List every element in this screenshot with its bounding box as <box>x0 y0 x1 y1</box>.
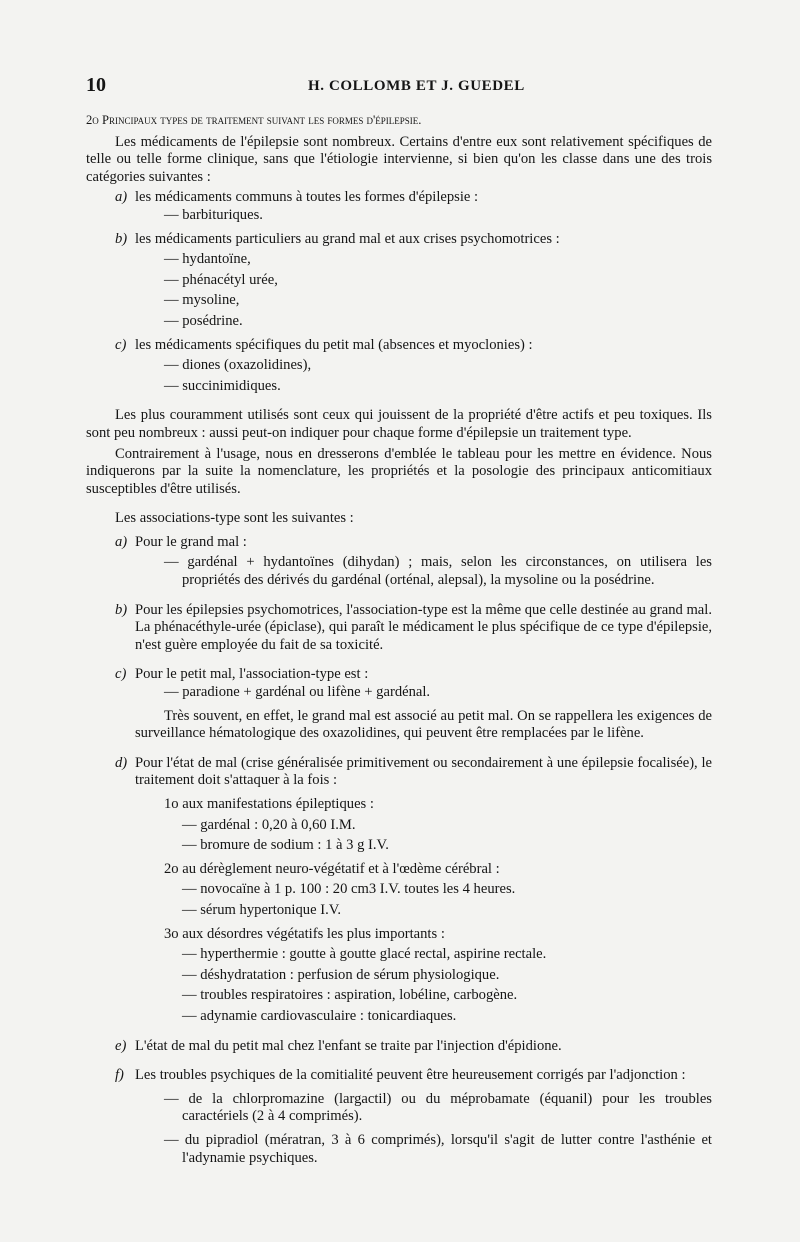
list-item: — phénacétyl urée, <box>164 271 278 288</box>
list-item: — hyperthermie : goutte à goutte glacé rectal, aspirine rectale. <box>182 946 547 963</box>
list-item: — novocaïne à 1 p. 100 : 20 cm3 I.V. toutes les 4 heures. <box>182 881 516 898</box>
list-item: — de la chlorpromazine (largactil) ou du méprobamate (équanil) pour les troubles caractériels (2 à 4 comprimés). <box>164 1090 712 1125</box>
list-text: Pour les épilepsies psychomotrices, l'association-type est la même que celle destinée au grand mal. La phénacéthyle-urée (épiclase), qui paraît le médicament le plus spécifique de ce type d'épilepsie, n'est guère employée du fait de sa toxicité. <box>135 601 712 653</box>
section-title: 2o Principaux types de traitement suivant les formes d'épilepsie. <box>86 113 422 127</box>
list-item: — barbituriques. <box>164 206 263 223</box>
subgroup-title: 3o aux désordres végétatifs les plus importants : <box>164 925 445 942</box>
list-text: les médicaments communs à toutes les formes d'épilepsie : <box>135 189 479 206</box>
paragraph: Contrairement à l'usage, nous en dresserons d'emblée le tableau pour les mettre en évidence. Nous indiquerons par la suite la nomenclature, les propriétés et la posologie des principaux anticomitiaux susceptibles d'être utilisés. <box>86 445 712 497</box>
subgroup-title: 1o aux manifestations épileptiques : <box>164 796 374 812</box>
page-header <box>86 74 711 98</box>
page-body <box>86 112 712 1167</box>
list-label: c) <box>115 666 127 683</box>
list-text: Pour le grand mal : <box>135 533 247 550</box>
category-c <box>86 337 712 355</box>
list-item: — succinimidiques. <box>164 377 281 394</box>
running-title: H. COLLOMB ET J. GUEDEL <box>308 78 525 94</box>
association-a <box>86 534 712 552</box>
association-b <box>86 602 712 655</box>
association-e <box>86 1038 712 1056</box>
category-b <box>86 231 712 249</box>
list-text: Pour le petit mal, l'association-type est : <box>135 666 369 683</box>
list-item: — paradione + gardénal ou lifène + gardénal. <box>164 684 431 701</box>
list-text: Pour l'état de mal (crise généralisée primitivement ou secondairement à une épilepsie focalisée), le traitement doit s'attaquer à la fois : <box>135 754 712 789</box>
list-text: les médicaments particuliers au grand mal et aux crises psychomotrices : <box>135 230 560 247</box>
list-item: — du pipradiol (mératran, 3 à 6 comprimés), lorsqu'il s'agit de lutter contre l'asthénie et l'adynamie psychiques. <box>164 1131 712 1166</box>
list-label: d) <box>115 754 128 771</box>
list-label: a) <box>115 533 128 550</box>
list-label: b) <box>115 230 128 247</box>
list-item: — gardénal + hydantoïnes (dihydan) ; mais, selon les circonstances, on utilisera les propriétés des dérivés du gardénal (orténal, alepsal), la mysoline ou la posédrine. <box>164 554 712 589</box>
list-item: — gardénal : 0,20 à 0,60 I.M. <box>182 816 356 833</box>
list-text: L'état de mal du petit mal chez l'enfant se traite par l'injection d'épidione. <box>135 1037 562 1054</box>
list-label: b) <box>115 601 128 618</box>
list-item: — posédrine. <box>164 312 243 329</box>
association-d <box>86 755 712 790</box>
subgroup-title: 2o au dérèglement neuro-végétatif et à l'œdème cérébral : <box>164 860 500 877</box>
category-a <box>86 189 712 207</box>
association-c <box>86 666 712 684</box>
list-item: — sérum hypertonique I.V. <box>182 901 342 918</box>
list-item: — déshydratation : perfusion de sérum physiologique. <box>182 966 500 983</box>
list-item: — diones (oxazolidines), <box>164 357 312 374</box>
list-label: e) <box>115 1037 127 1054</box>
list-item: — troubles respiratoires : aspiration, lobéline, carbogène. <box>182 987 518 1004</box>
list-item: — bromure de sodium : 1 à 3 g I.V. <box>182 837 389 854</box>
list-label: f) <box>115 1067 124 1084</box>
association-f <box>86 1067 712 1085</box>
list-item: — adynamie cardiovasculaire : tonicardiaques. <box>182 1007 457 1024</box>
list-item: — hydantoïne, <box>164 251 251 268</box>
list-label: c) <box>115 336 127 353</box>
paragraph: Les plus couramment utilisés sont ceux qui jouissent de la propriété d'être actifs et peu toxiques. Ils sont peu nombreux : aussi peut-on indiquer pour chaque forme d'épilepsie un traitement type. <box>86 407 712 441</box>
list-text: les médicaments spécifiques du petit mal (absences et myoclonies) : <box>135 336 533 353</box>
intro-paragraph: Les médicaments de l'épilepsie sont nombreux. Certains d'entre eux sont relativement spécifiques de telle ou telle forme clinique, sans que l'étiologie intervienne, si bien qu'on les classe dans une des trois catégories suivantes : <box>86 133 712 185</box>
note-paragraph: Très souvent, en effet, le grand mal est associé au petit mal. On se rappellera les exigences de surveillance hématologique des oxazolidines, qui peuvent être remplacées par le lifène. <box>135 707 712 742</box>
list-item: — mysoline, <box>164 292 240 309</box>
list-label: a) <box>115 189 128 206</box>
page-number: 10 <box>86 74 106 96</box>
list-text: Les troubles psychiques de la comitialité peuvent être heureusement corrigés par l'adjonction : <box>135 1067 686 1084</box>
paragraph: Les associations-type sont les suivantes : <box>115 510 354 527</box>
